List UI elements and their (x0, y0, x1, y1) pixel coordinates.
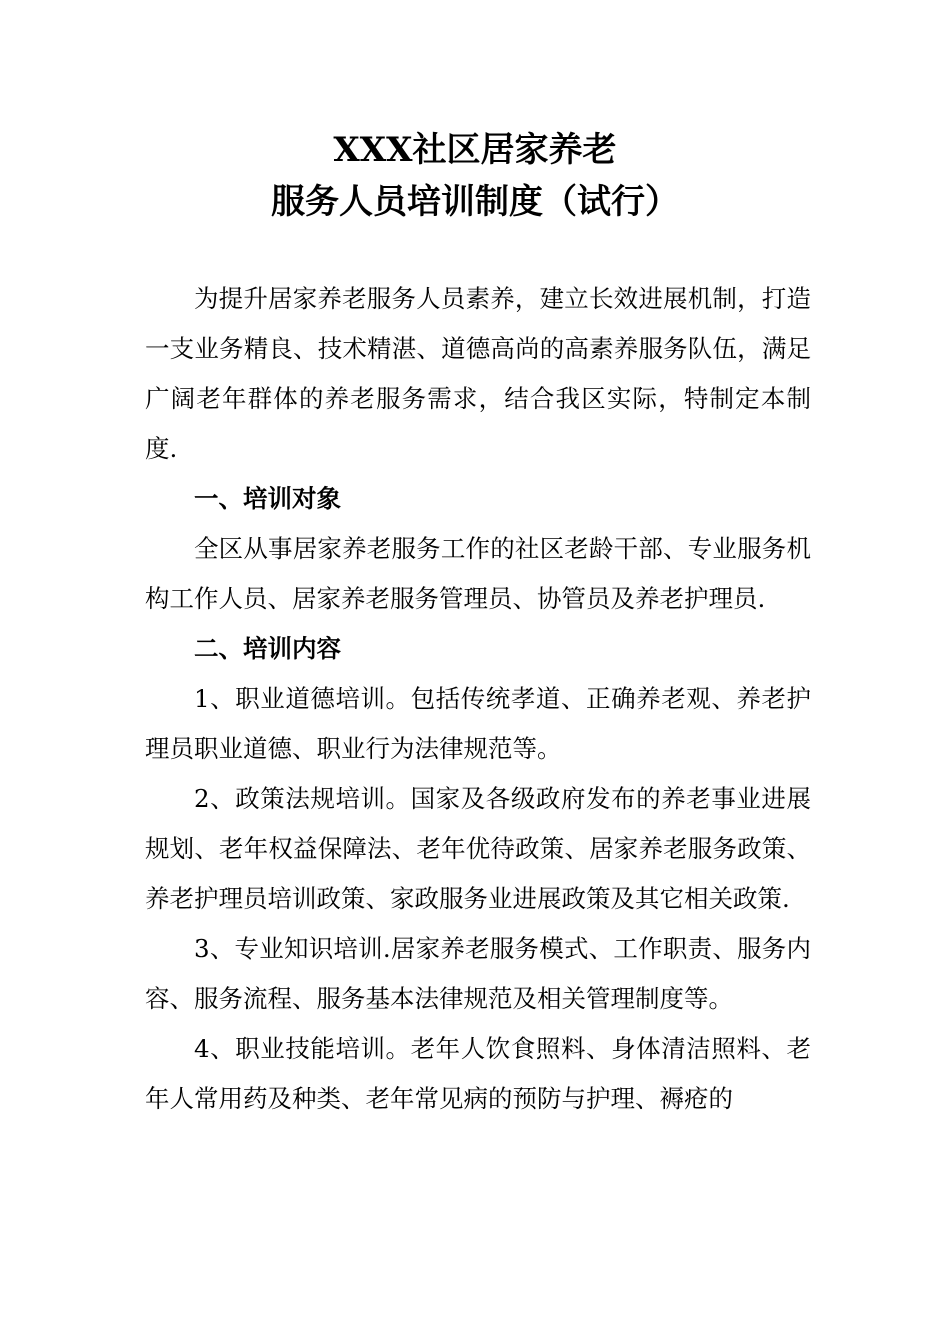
content-item-1: 1、职业道德培训。包括传统孝道、正确养老观、养老护理员职业道德、职业行为法律规范等。 (145, 684, 811, 763)
section-heading-training-content: 二、培训内容 (194, 634, 341, 663)
content-item-3: 3、专业知识培训.居家养老服务模式、工作职责、服务内容、服务流程、服务基本法律规范及相关管理制度等。 (145, 934, 811, 1013)
section-1-paragraph: 全区从事居家养老服务工作的社区老龄干部、专业服务机构工作人员、居家养老服务管理员、协管员及养老护理员. (145, 534, 811, 613)
document-body (145, 274, 811, 1124)
section-heading-training-targets: 一、培训对象 (194, 484, 341, 513)
document-title-line-1: XXX社区居家养老 (333, 130, 617, 170)
intro-paragraph: 为提升居家养老服务人员素养，建立长效进展机制，打造一支业务精良、技术精湛、道德高尚的高素养服务队伍，满足广阔老年群体的养老服务需求，结合我区实际，特制定本制度. (145, 284, 811, 463)
content-item-2: 2、政策法规培训。国家及各级政府发布的养老事业进展规划、老年权益保障法、老年优待政策、居家养老服务政策、养老护理员培训政策、家政服务业进展政策及其它相关政策. (145, 784, 811, 913)
content-item-4: 4、职业技能培训。老年人饮食照料、身体清洁照料、老年人常用药及种类、老年常见病的预防与护理、褥疮的 (145, 1034, 811, 1113)
document-title-line-2: 服务人员培训制度（试行） (271, 182, 679, 222)
